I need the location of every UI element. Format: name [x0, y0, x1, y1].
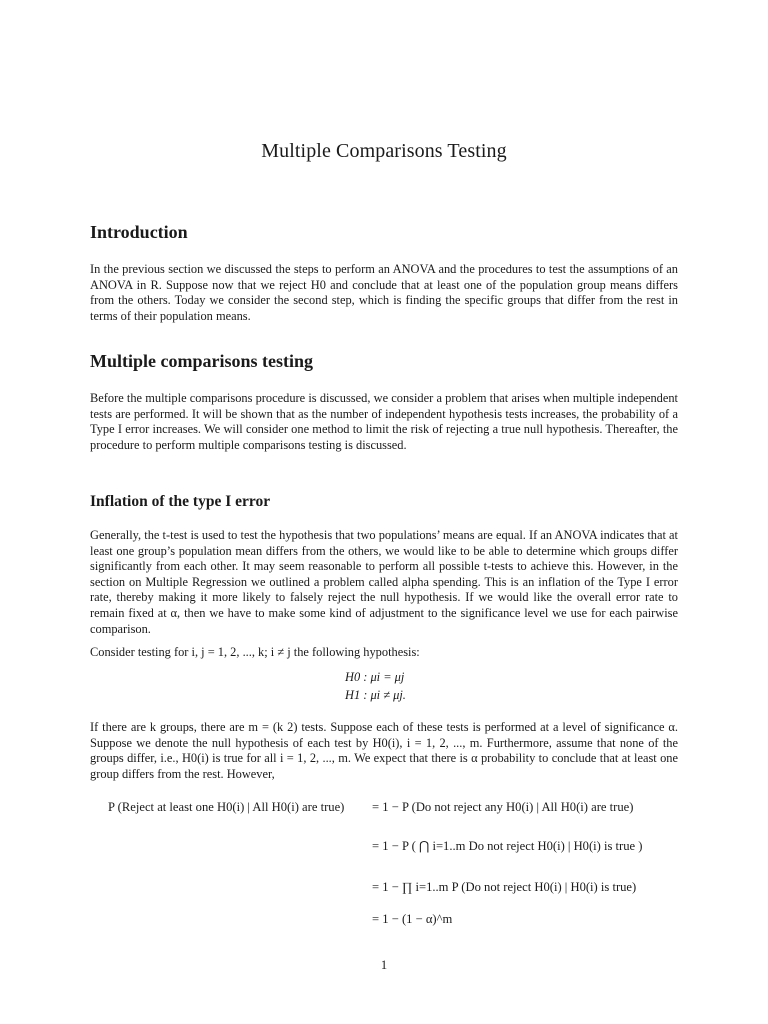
derivation-line-1: = 1 − P (Do not reject any H0(i) | All H0(i) are true) — [372, 800, 634, 814]
paragraph-introduction: In the previous section we discussed the steps to perform an ANOVA and the procedures to test the assumptions of an ANOVA in R. Suppose now that we reject H0 and conclude that at least one of the population group means differs from the others. Today we consider the second step, which is finding the specific groups that differ from the rest in terms of their population means. — [90, 262, 678, 323]
hypothesis-null: H0 : μi = μj — [345, 670, 405, 684]
derivation-line-3: = 1 − ∏ i=1..m P (Do not reject H0(i) | H0(i) is true) — [372, 880, 637, 894]
page-number: 1 — [380, 958, 388, 972]
section-heading-introduction: Introduction — [90, 222, 188, 242]
document-title: Multiple Comparisons Testing — [261, 140, 507, 162]
derivation-line-4: = 1 − (1 − α)^m — [372, 912, 453, 926]
paragraph-multiple-comparisons: Before the multiple comparisons procedure is discussed, we consider a problem that arises when multiple independent tests are performed. It will be shown that as the number of independent hypothesis tests increases, the probability of a Type I error increases. We will consider one method to limit the risk of rejecting a true null hypothesis. Thereafter, the procedure to perform multiple comparisons testing is discussed. — [90, 391, 678, 452]
derivation-lhs: P (Reject at least one H0(i) | All H0(i) are true) — [108, 800, 345, 814]
paragraph-consider-testing: Consider testing for i, j = 1, 2, ..., k; i ≠ j the following hypothesis: — [90, 645, 420, 659]
subsection-heading-inflation: Inflation of the type I error — [90, 493, 271, 510]
paragraph-groups-tests: If there are k groups, there are m = (k 2) tests. Suppose each of these tests is performed at a level of significance α. Suppose we denote the null hypothesis of each test by H0(i), i = 1, 2, ..., m. Furthermore, assume that none of the groups differ, i.e., H0(i) is true for all i = 1, 2, ..., m. We expect that there is α probability to conclude that at least one group differs from the rest. However, — [90, 720, 678, 781]
paragraph-inflation: Generally, the t-test is used to test the hypothesis that two populations’ means are equal. If an ANOVA indicates that at least one group’s population mean differs from the others, we would like to be able to determine which groups differ significantly from each other. It may seem reasonable to perform all possible t-tests to achieve this. However, in the section on Multiple Regression we outlined a problem called alpha spending. This is an inflation of the Type I error rate, thereby making it more likely to falsely reject the null hypothesis. If we would like the overall error rate to remain fixed at α, then we have to make some kind of adjustment to the significance level we use for each pairwise comparison. — [90, 528, 678, 636]
derivation-line-2: = 1 − P ( ⋂ i=1..m Do not reject H0(i) | H0(i) is true ) — [372, 839, 643, 853]
section-heading-multiple-comparisons: Multiple comparisons testing — [90, 351, 313, 371]
hypothesis-alternative: H1 : μi ≠ μj. — [345, 688, 406, 702]
